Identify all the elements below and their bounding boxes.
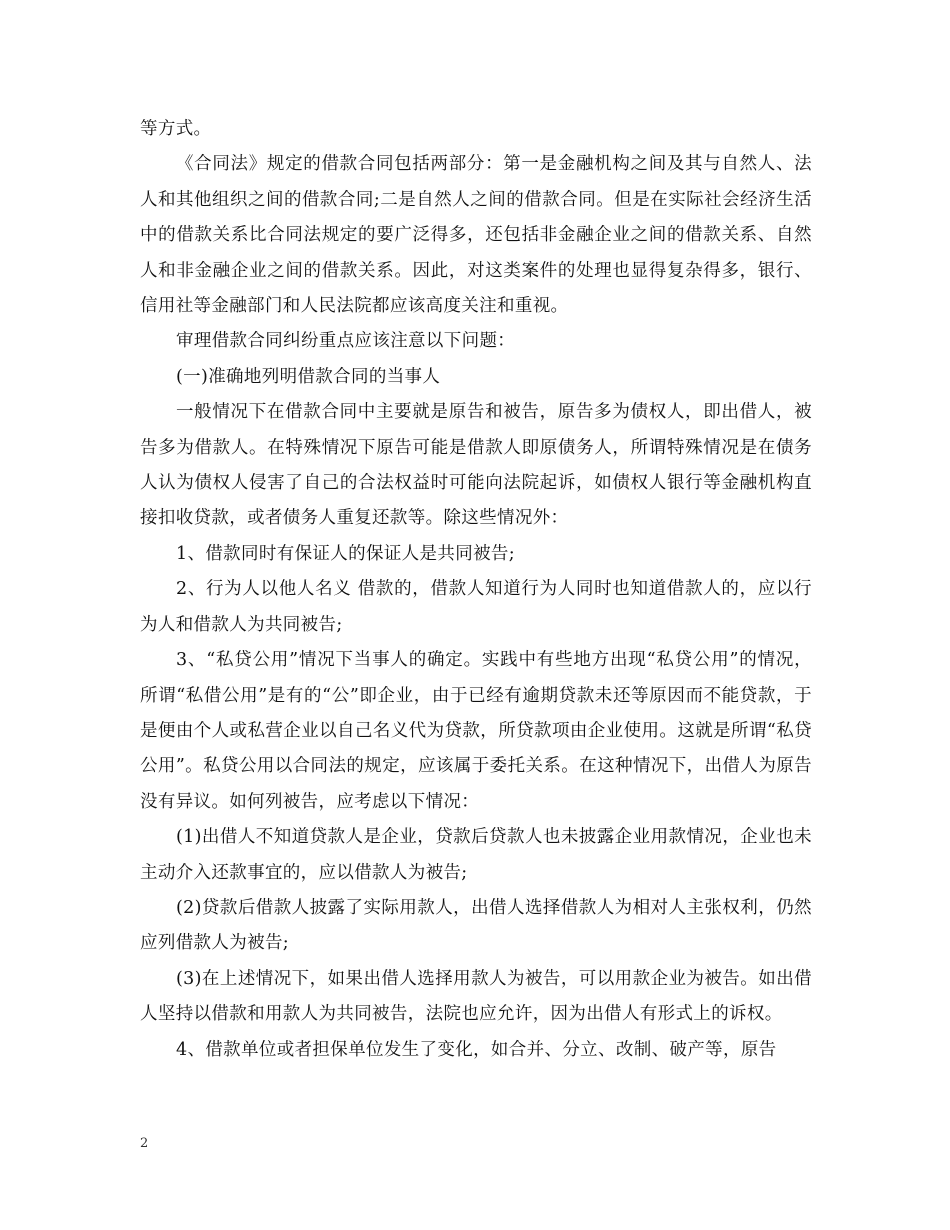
list-item: 1、借款同时有保证人的保证人是共同被告; <box>176 543 516 564</box>
paragraph: 等方式。 <box>140 119 212 139</box>
page-number: 2 <box>140 1136 149 1151</box>
list-item: 2、行为人以他人名义 借款的，借款人知道行为人同时也知道借款人的，应以行为人和借款人为共同被告; <box>140 579 812 635</box>
paragraph: 一般情况下在借款合同中主要就是原告和被告，原告多为债权人，即出借人，被告多为借款人。在特殊情况下原告可能是借款人即原债务人，所谓特殊情况是在债务人认为债权人侵害了自己的合法权益时可能向法院起诉，如债权人银行等金融机构直接扣收贷款，或者债务人重复还款等。除这些情况外： <box>140 402 812 529</box>
sub-list-item: (2)贷款后借款人披露了实际用款人，出借人选择借款人为相对人主张权利，仍然应列借款人为被告; <box>140 897 812 954</box>
paragraph: 审理借款合同纠纷重点应该注意以下问题： <box>176 331 516 352</box>
sub-list-item: (1)出借人不知道贷款人是企业，贷款后贷款人也未披露企业用款情况，企业也未主动介入还款事宜的，应以借款人为被告; <box>140 827 812 883</box>
sub-list-item: (3)在上述情况下，如果出借人选择用款人为被告，可以用款企业为被告。如出借人坚持以借款和用款人为共同被告，法院也应允许，因为出借人有形式上的诉权。 <box>140 968 812 1025</box>
document-body <box>140 112 812 1068</box>
paragraph: 《合同法》规定的借款合同包括两部分：第一是金融机构之间及其与自然人、法人和其他组织之间的借款合同;二是自然人之间的借款合同。但是在实际社会经济生活中的借款关系比合同法规定的要广泛得多，还包括非金融企业之间的借款关系、自然人和非金融企业之间的借款关系。因此，对这类案件的处理也显得复杂得多，银行、信用社等金融部门和人民法院都应该高度关注和重视。 <box>140 154 812 317</box>
list-item: 4、借款单位或者担保单位发生了变化，如合并、分立、改制、破产等，原告 <box>176 1039 777 1060</box>
list-item: 3、“私贷公用”情况下当事人的确定。实践中有些地方出现“私贷公用”的情况，所谓“私借公用”是有的“公”即企业，由于已经有逾期贷款未还等原因而不能贷款，于是便由个人或私营企业以自己名义代为贷款，所贷款项由企业使用。这就是所谓“私贷公用”。私贷公用以合同法的规定，应该属于委托关系。在这种情况下，出借人为原告没有异议。如何列被告，应考虑以下情况： <box>140 650 812 812</box>
section-heading: (一)准确地列明借款合同的当事人 <box>176 366 441 387</box>
